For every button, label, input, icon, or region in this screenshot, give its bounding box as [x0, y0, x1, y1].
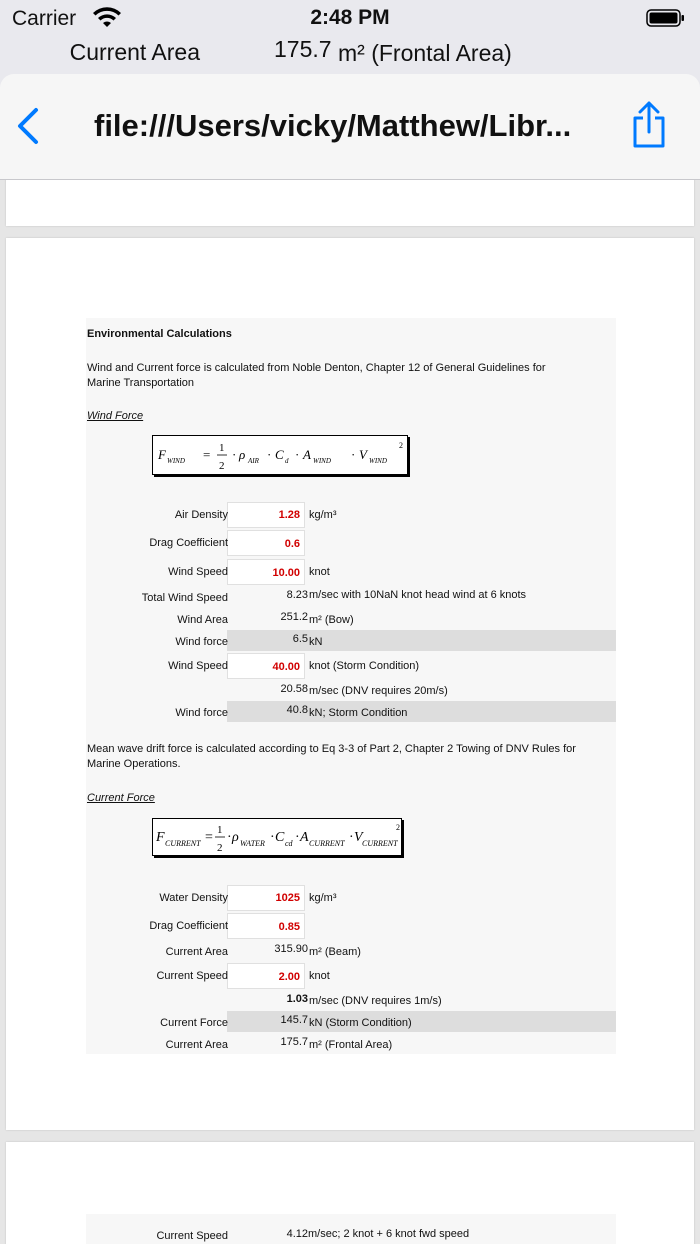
- v-symbol: V: [354, 830, 363, 845]
- wind-formula-svg: [153, 436, 409, 476]
- f-sub: WIND: [167, 457, 185, 465]
- drift-text: Mean wave drift force is calculated according to Eq 3-3 of Part 2, Chapter 2 Towing of DNV Rules for: [87, 743, 576, 755]
- intro-text-2: Marine Transportation: [87, 377, 194, 389]
- power: 2: [396, 823, 400, 832]
- document-page-2: [6, 238, 694, 1130]
- dot-1: ·: [232, 447, 237, 462]
- dot-3: ·: [295, 830, 300, 845]
- air-density-cell[interactable]: [227, 502, 305, 528]
- rho-sub: AIR: [248, 457, 259, 465]
- document-page-3: [6, 1142, 694, 1244]
- water-density-value: 1025: [275, 892, 300, 904]
- spreadsheet-area-page-3: [86, 1214, 616, 1244]
- current-speed-value: 2.00: [278, 971, 300, 983]
- a-sub: WIND: [313, 457, 331, 465]
- wind-speed-label: Wind Speed: [168, 566, 228, 578]
- document-scroll-view[interactable]: [0, 180, 700, 1244]
- background-row-value: 175.7: [274, 36, 332, 62]
- current-area-beam-value: 315.90: [274, 943, 308, 955]
- wind-force-row-highlight: [227, 630, 616, 651]
- current-drag-coefficient-cell[interactable]: [227, 913, 305, 939]
- wind-speed-unit: knot: [309, 566, 330, 578]
- storm-wind-speed-label: Wind Speed: [168, 660, 228, 672]
- total-wind-speed-value: 8.23: [286, 589, 308, 601]
- storm-wind-force-unit: kN; Storm Condition: [309, 707, 408, 719]
- spreadsheet-area: [86, 318, 616, 1054]
- navigation-bar: [0, 74, 700, 180]
- battery-icon: [646, 8, 686, 28]
- f-sub: CURRENT: [165, 839, 201, 848]
- url-title: file:///Users/vicky/Matthew/Libr...: [94, 108, 572, 143]
- frac-num: 1: [217, 824, 223, 836]
- current-area-frontal-label: Current Area: [165, 1039, 228, 1051]
- power: 2: [399, 441, 403, 450]
- background-row-unit: m² (Frontal Area): [338, 40, 512, 66]
- background-page-row: [0, 34, 700, 76]
- a-sub: CURRENT: [309, 839, 345, 848]
- equals-sign: =: [203, 447, 211, 462]
- c-symbol: C: [275, 447, 284, 462]
- air-density-value: 1.28: [278, 509, 300, 521]
- page3-current-speed-value: 4.12: [286, 1228, 308, 1240]
- rho-symbol: ρ: [232, 830, 239, 845]
- current-force-formula: [152, 818, 402, 856]
- f-symbol: F: [156, 830, 165, 845]
- current-speed-label: Current Speed: [156, 970, 228, 982]
- air-density-label: Air Density: [174, 509, 228, 521]
- dot-2: ·: [270, 830, 275, 845]
- frac-num: 1: [219, 442, 225, 454]
- dot-4: ·: [351, 447, 356, 462]
- water-density-label: Water Density: [159, 892, 228, 904]
- v-sub: WIND: [369, 457, 387, 465]
- wind-area-unit: m² (Bow): [309, 614, 354, 626]
- page3-current-speed-label: Current Speed: [156, 1230, 228, 1242]
- wind-drag-coefficient-value: 0.6: [284, 538, 300, 550]
- dot-4: ·: [349, 830, 354, 845]
- storm-wind-force-value: 40.8: [286, 704, 308, 716]
- dot-1: ·: [227, 830, 232, 845]
- current-area-beam-label: Current Area: [165, 946, 228, 958]
- wind-force-formula: [152, 435, 408, 475]
- c-symbol: C: [275, 830, 285, 845]
- c-sub: cd: [285, 839, 293, 848]
- wind-speed-cell[interactable]: [227, 559, 305, 585]
- total-wind-speed-label: Total Wind Speed: [141, 592, 228, 604]
- current-drag-coefficient-value: 0.85: [278, 921, 300, 933]
- storm-wind-speed-unit: knot (Storm Condition): [309, 660, 420, 672]
- dot-3: ·: [295, 447, 300, 462]
- storm-wind-speed-cell[interactable]: [227, 653, 305, 679]
- v-sub: CURRENT: [362, 839, 398, 848]
- f-symbol: F: [158, 447, 166, 462]
- carrier-label: Carrier: [12, 7, 77, 30]
- share-icon[interactable]: [630, 100, 668, 150]
- rho-symbol: ρ: [239, 447, 246, 462]
- page3-current-speed-unit: m/sec; 2 knot + 6 knot fwd speed: [308, 1228, 470, 1240]
- current-speed-cell[interactable]: [227, 963, 305, 989]
- wind-force-unit: kN: [309, 636, 323, 648]
- wind-force-title: Wind Force: [87, 410, 144, 422]
- back-chevron-icon[interactable]: [12, 104, 44, 148]
- water-density-cell[interactable]: [227, 885, 305, 911]
- current-force-label: Current Force: [160, 1017, 228, 1029]
- intro-text: Wind and Current force is calculated from Noble Denton, Chapter 12 of General Guidelines for: [87, 362, 546, 374]
- frac-den: 2: [217, 842, 223, 854]
- wind-drag-coefficient-label: Drag Coefficient: [149, 537, 228, 549]
- a-symbol: A: [303, 447, 311, 462]
- current-formula-svg: [153, 819, 403, 857]
- c-sub: d: [285, 457, 289, 465]
- current-force-title: Current Force: [87, 792, 155, 804]
- sheet-heading: Environmental Calculations: [87, 328, 232, 340]
- current-drag-coefficient-label: Drag Coefficient: [149, 920, 228, 932]
- background-row-label: Current Area: [69, 39, 200, 65]
- wind-area-label: Wind Area: [177, 614, 228, 626]
- current-area-frontal-value: 175.7: [280, 1036, 308, 1048]
- current-area-beam-unit: m² (Beam): [309, 946, 361, 958]
- air-density-unit: kg/m³: [309, 509, 337, 521]
- a-symbol: A: [300, 830, 309, 845]
- document-page-1: [6, 180, 694, 226]
- storm-wind-force-row-highlight: [227, 701, 616, 722]
- clock: 2:48 PM: [310, 6, 390, 29]
- storm-wind-force-label: Wind force: [175, 707, 228, 719]
- water-density-unit: kg/m³: [309, 892, 337, 904]
- rho-sub: WATER: [240, 839, 265, 848]
- current-speed-unit: knot: [309, 970, 330, 982]
- frac-den: 2: [219, 460, 225, 472]
- current-speed-ms-value: 1.03: [286, 993, 308, 1005]
- wind-area-value: 251.2: [280, 611, 308, 623]
- wind-drag-coefficient-cell[interactable]: [227, 530, 305, 556]
- status-bar: [0, 0, 700, 36]
- storm-wind-speed-value: 40.00: [272, 661, 300, 673]
- storm-wind-speed-ms-unit: m/sec (DNV requires 20m/s): [309, 685, 448, 697]
- wind-speed-value: 10.00: [272, 567, 300, 579]
- current-area-frontal-unit: m² (Frontal Area): [309, 1039, 393, 1051]
- current-speed-ms-unit: m/sec (DNV requires 1m/s): [309, 995, 442, 1007]
- equals-sign: =: [205, 830, 213, 845]
- current-force-value: 145.7: [280, 1014, 308, 1026]
- current-force-unit: kN (Storm Condition): [309, 1017, 412, 1029]
- drift-text-2: Marine Operations.: [87, 758, 181, 770]
- v-symbol: V: [359, 447, 367, 462]
- dot-2: ·: [267, 447, 272, 462]
- wind-force-label: Wind force: [175, 636, 228, 648]
- total-wind-speed-unit: m/sec with 10NaN knot head wind at 6 knots: [309, 589, 527, 601]
- wind-force-value: 6.5: [292, 633, 308, 645]
- storm-wind-speed-ms-value: 20.58: [280, 683, 308, 695]
